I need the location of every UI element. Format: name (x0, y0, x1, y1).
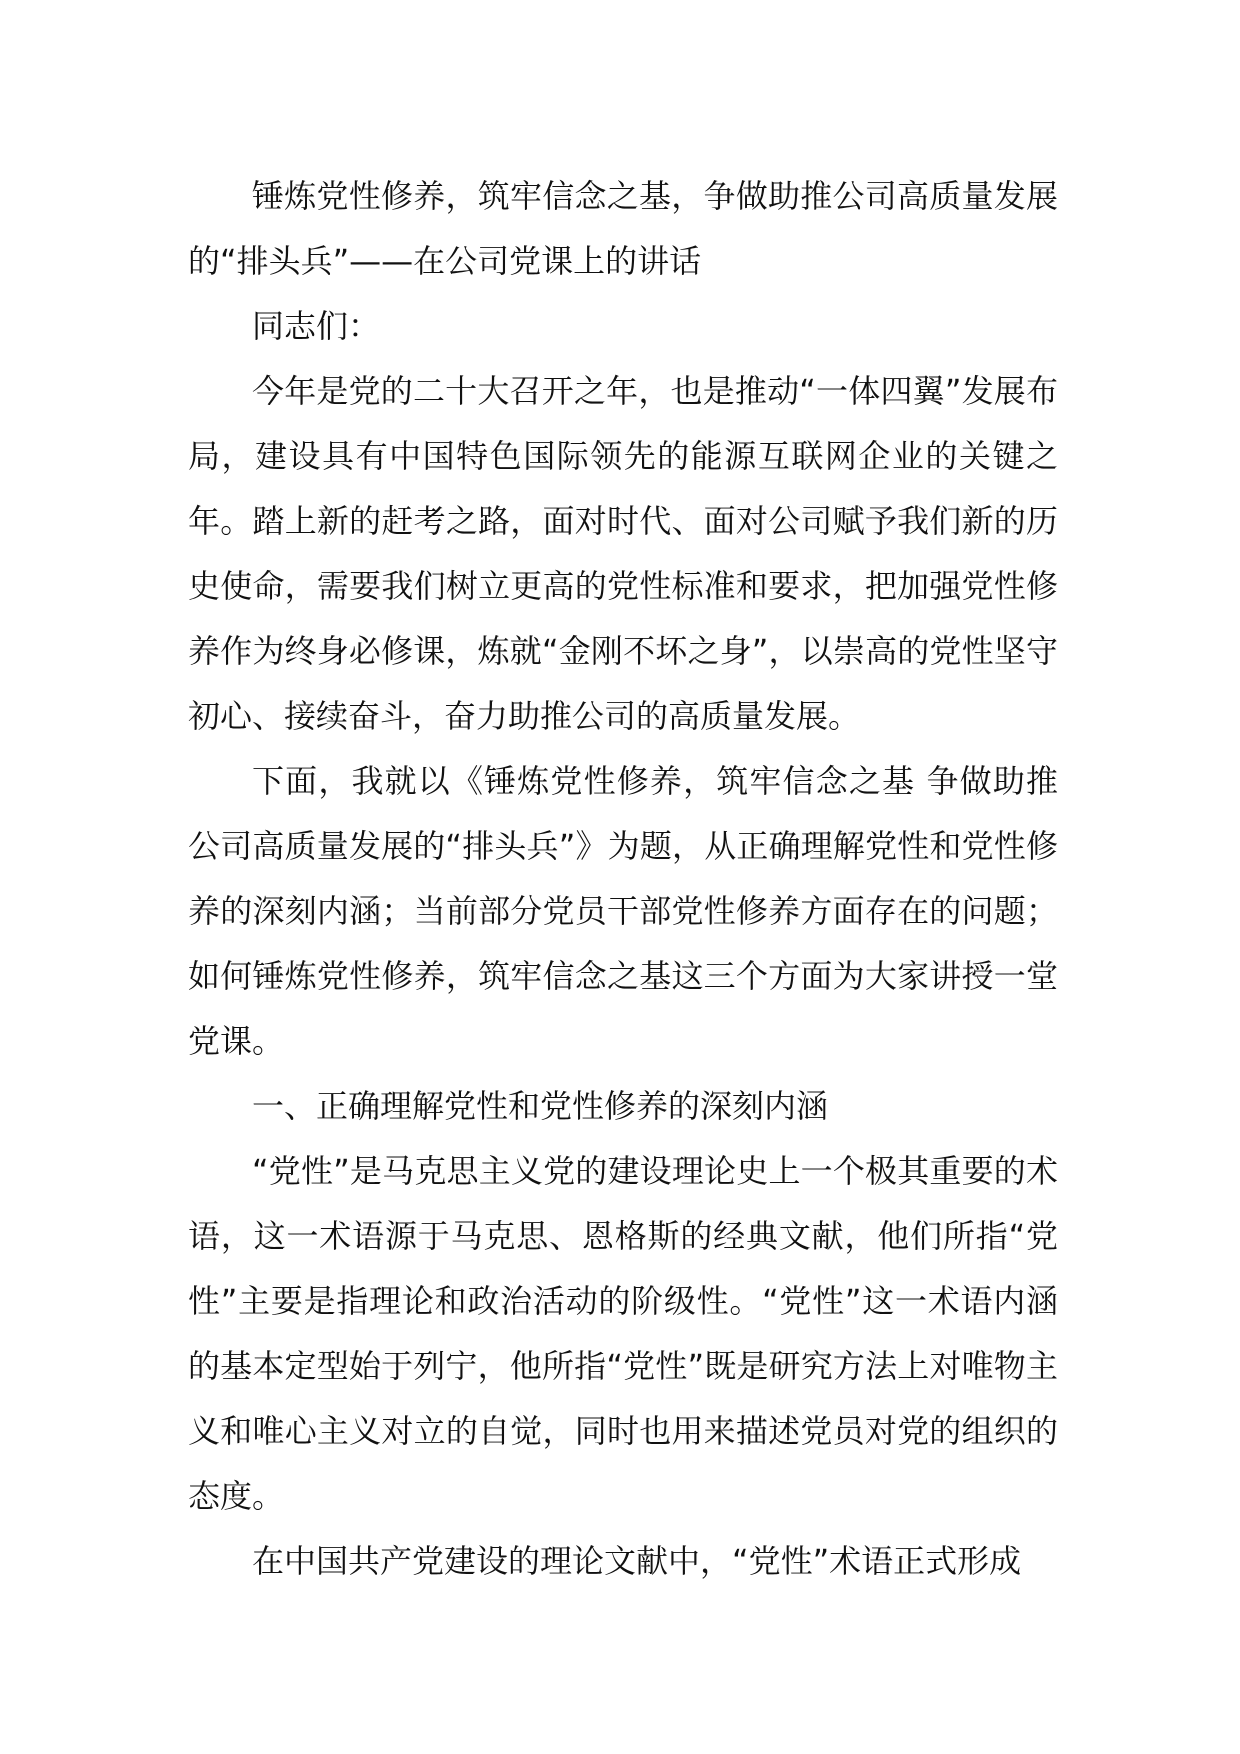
paragraph-party-nature: “党性”是马克思主义党的建设理论史上一个极其重要的术语，这一术语源于马克思、恩格斯的经典文献，他们所指“党性”主要是指理论和政治活动的阶级性。“党性”这一术语内涵的基本定型始于列宁，他所指“党性”既是研究方法上对唯物主义和唯心主义对立的自觉，同时也用来描述党员对党的组织的态度。 (188, 1152, 1058, 1515)
document-title: 锤炼党性修养，筑牢信念之基，争做助推公司高质量发展的“排头兵”——在公司党课上的讲话 (188, 177, 1058, 280)
salutation: 同志们： (252, 307, 381, 345)
paragraph-cpc-literature: 在中国共产党建设的理论文献中，“党性”术语正式形成 (252, 1542, 1022, 1580)
section-heading-1: 一、正确理解党性和党性修养的深刻内涵 (252, 1087, 829, 1125)
document-body (188, 164, 1058, 1594)
paragraph-intro: 今年是党的二十大召开之年，也是推动“一体四翼”发展布局，建设具有中国特色国际领先的能源互联网企业的关键之年。踏上新的赶考之路，面对时代、面对公司赋予我们新的历史使命，需要我们树立更高的党性标准和要求，把加强党性修养作为终身必修课，炼就“金刚不坏之身”，以崇高的党性坚守初心、接续奋斗，奋力助推公司的高质量发展。 (188, 372, 1058, 735)
paragraph-outline: 下面，我就以《锤炼党性修养，筑牢信念之基 争做助推公司高质量发展的“排头兵”》为题，从正确理解党性和党性修养的深刻内涵；当前部分党员干部党性修养方面存在的问题；如何锤炼党性修养，筑牢信念之基这三个方面为大家讲授一堂党课。 (188, 762, 1058, 1060)
